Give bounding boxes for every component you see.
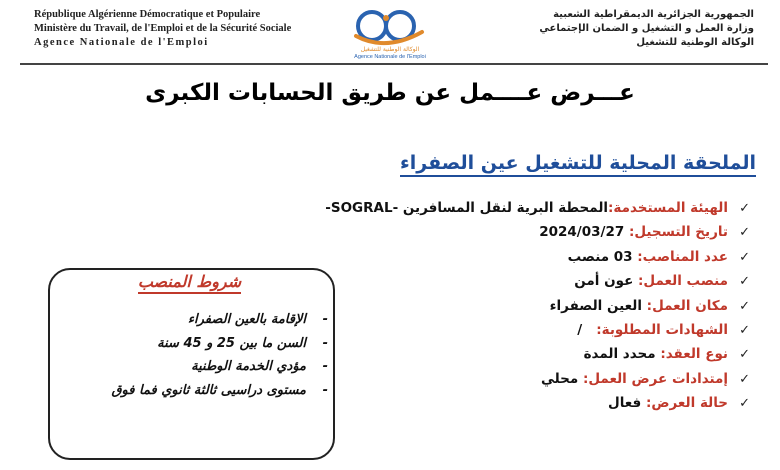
detail-value: محلي: [540, 370, 579, 387]
detail-label: عدد المناصب:: [637, 248, 728, 265]
header-french-line-2: Ministère du Travail, de l'Emploi et de la Sécurité Sociale: [34, 23, 292, 34]
detail-value: عون أمن: [574, 273, 634, 290]
detail-label: منصب العمل:: [638, 273, 728, 290]
condition-text: مستوى دراسيى ثالثة ثانوي فما فوق: [111, 382, 306, 398]
condition-item: [111, 355, 328, 379]
check-icon: ✓: [739, 201, 750, 216]
check-icon: ✓: [739, 249, 750, 265]
check-icon: ✓: [739, 298, 750, 314]
condition-item: [111, 308, 328, 332]
detail-item-job-title: [280, 269, 750, 293]
detail-value: 2024/03/27: [539, 224, 625, 241]
agency-logo: [342, 6, 438, 64]
condition-item: [111, 379, 328, 403]
check-icon: ✓: [739, 371, 750, 387]
detail-item-required-diplomas: [280, 318, 750, 342]
bullet-dash: -: [322, 382, 328, 398]
bullet-dash: -: [322, 335, 328, 351]
condition-text: الإقامة بالعين الصفراء: [187, 312, 306, 327]
detail-item-positions-count: [280, 245, 750, 269]
header-arabic: [539, 8, 754, 50]
detail-label: مكان العمل:: [646, 297, 728, 314]
header-arabic-line-1: الجمهورية الجزائرية الديمقراطية الشعبية: [553, 9, 754, 20]
check-icon: ✓: [739, 322, 750, 338]
condition-text: السن ما بين 25 و 45 سنة: [157, 335, 306, 351]
conditions-heading: [48, 272, 331, 291]
header-divider: [20, 63, 768, 65]
detail-label: تاريخ التسجيل:: [628, 224, 728, 241]
detail-label: حالة العرض:: [645, 395, 728, 412]
logo-caption-french: Agence Nationale de l'Emploi: [354, 54, 426, 60]
detail-value: فعال: [608, 395, 642, 412]
detail-value: العين الصفراء: [549, 297, 642, 314]
detail-item-employer: [280, 196, 750, 220]
detail-value: /: [577, 321, 583, 338]
conditions-list: [111, 308, 328, 402]
page-title: عـــرض عــــمل عن طريق الحسابات الكبرى: [145, 80, 635, 106]
detail-value: محدد المدة: [583, 346, 656, 363]
check-icon: ✓: [739, 225, 750, 241]
detail-item-offer-status: [280, 391, 750, 415]
detail-label: الشهادات المطلوبة:: [596, 321, 728, 338]
conditions-heading-text: شروط المنصب: [138, 272, 241, 294]
bullet-dash: -: [322, 359, 328, 374]
detail-item-contract-type: [280, 342, 750, 366]
detail-item-work-location: [280, 294, 750, 318]
check-icon: ✓: [739, 347, 750, 363]
header-arabic-line-2: وزارة العمل و التشغيل و الضمان الإجتماعي: [539, 23, 754, 34]
bullet-dash: -: [322, 312, 328, 327]
detail-label: نوع العقد:: [660, 346, 728, 363]
header-arabic-line-3: الوكالة الوطنية للتشغيل: [636, 37, 754, 48]
agency-heading: الملحقة المحلية للتشغيل عين الصفراء: [400, 152, 756, 177]
detail-item-offer-scope: [280, 367, 750, 391]
offer-details-list: [280, 196, 750, 416]
check-icon: ✓: [739, 396, 750, 412]
condition-item: [111, 332, 328, 356]
detail-value: 03 منصب: [567, 248, 633, 265]
header-french-line-3: Agence Nationale de l'Emploi: [34, 37, 209, 48]
detail-value: المحطة البرية لنقل المسافرين -SOGRAL-: [325, 200, 609, 216]
header-french: [34, 8, 291, 50]
check-icon: ✓: [739, 274, 750, 290]
detail-label: إمتدادات عرض العمل:: [582, 370, 728, 387]
detail-item-registration-date: [280, 220, 750, 244]
detail-label: الهيئة المستخدمة:: [608, 200, 728, 216]
condition-text: مؤدي الخدمة الوطنية: [191, 359, 306, 374]
logo-caption-arabic: الوكالة الوطنية للتشغيل: [360, 46, 420, 53]
header-french-line-1: République Algérienne Démocratique et Populaire: [34, 9, 261, 20]
